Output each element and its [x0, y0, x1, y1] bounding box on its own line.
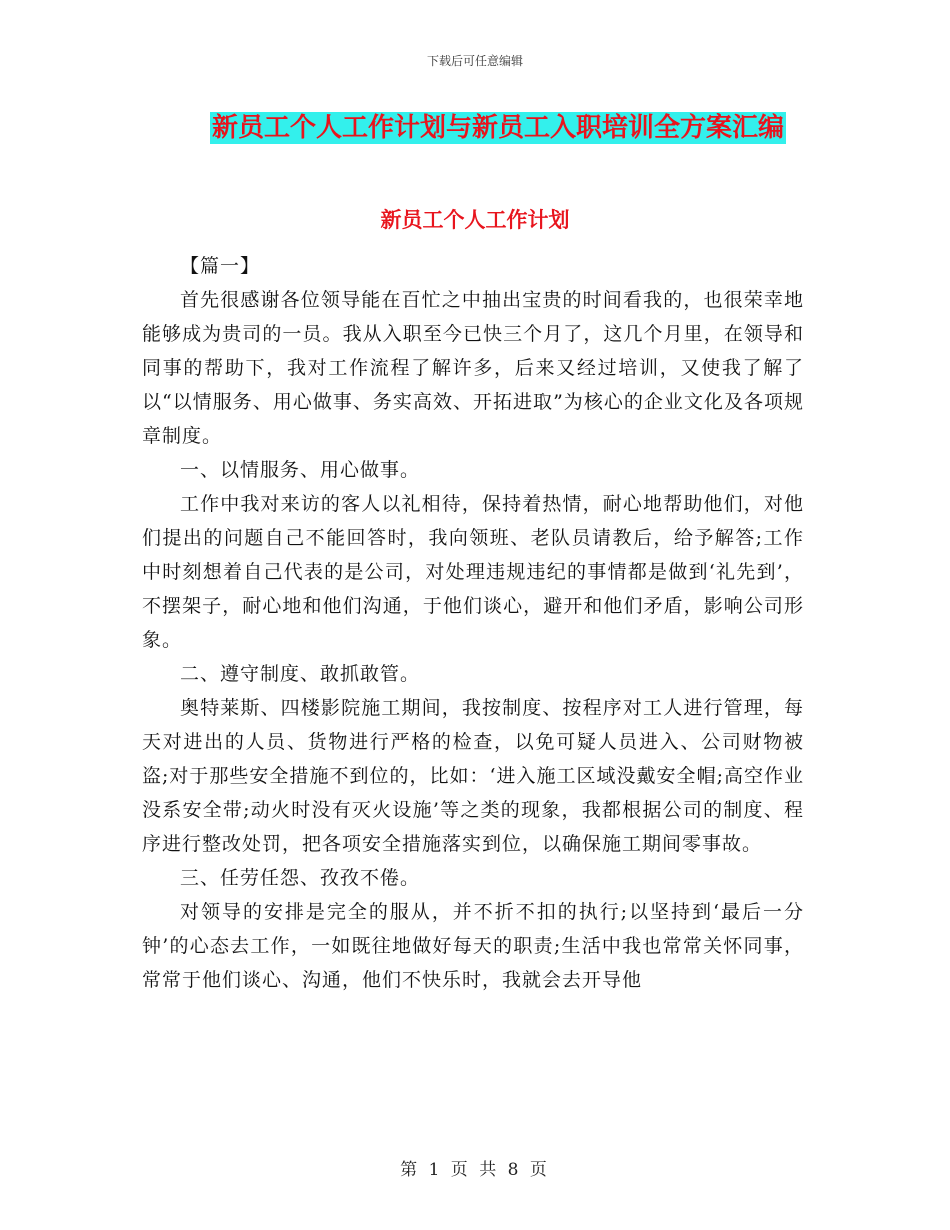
document-body	[142, 249, 804, 997]
header-note: 下载后可任意编辑	[426, 54, 523, 68]
document-title: 新员工个人工作计划与新员工入职培训全方案汇编	[211, 113, 784, 143]
paragraph-heading-3: 三、任劳任怨、孜孜不倦。	[180, 867, 421, 889]
paragraph-intro: 首先很感谢各位领导能在百忙之中抽出宝贵的时间看我的，也很荣幸地能够成为贵司的一员。我从入职至今已快三个月了，这几个月里，在领导和同事的帮助下，我对工作流程了解许多，后来又经过培训，又使我了解了以“以情服务、用心做事、务实高效、开拓进取”为核心的企业文化及各项规章制度。	[142, 289, 804, 447]
paragraph-heading-1: 一、以情服务、用心做事。	[180, 459, 421, 481]
section-title: 新员工个人工作计划	[380, 208, 570, 232]
page-number: 第 1 页 共 8 页	[400, 1160, 550, 1180]
paragraph-heading-2: 二、遵守制度、敢抓敢管。	[180, 663, 421, 685]
paragraph-body-3: 对领导的安排是完全的服从，并不折不扣的执行;以坚持到‘最后一分钟’的心态去工作，一如既往地做好每天的职责;生活中我也常常关怀同事，常常于他们谈心、沟通，他们不快乐时，我就会去开导他	[142, 901, 804, 991]
title-container	[0, 112, 950, 144]
paragraph-body-1: 工作中我对来访的客人以礼相待，保持着热情，耐心地帮助他们，对他们提出的问题自己不能回答时，我向领班、老队员请教后，给予解答;工作中时刻想着自己代表的是公司，对处理违规违纪的事情都是做到‘礼先到’，不摆架子，耐心地和他们沟通，于他们谈心，避开和他们矛盾，影响公司形象。	[142, 493, 804, 651]
paragraph-section-label: 【篇一】	[180, 255, 261, 277]
paragraph-body-2: 奥特莱斯、四楼影院施工期间，我按制度、按程序对工人进行管理，每天对进出的人员、货物进行严格的检查，以免可疑人员进入、公司财物被盗;对于那些安全措施不到位的，比如：‘进入施工区域没戴安全帽;高空作业没系安全带;动火时没有灭火设施’等之类的现象，我都根据公司的制度、程序进行整改处罚，把各项安全措施落实到位，以确保施工期间零事故。	[142, 697, 804, 855]
